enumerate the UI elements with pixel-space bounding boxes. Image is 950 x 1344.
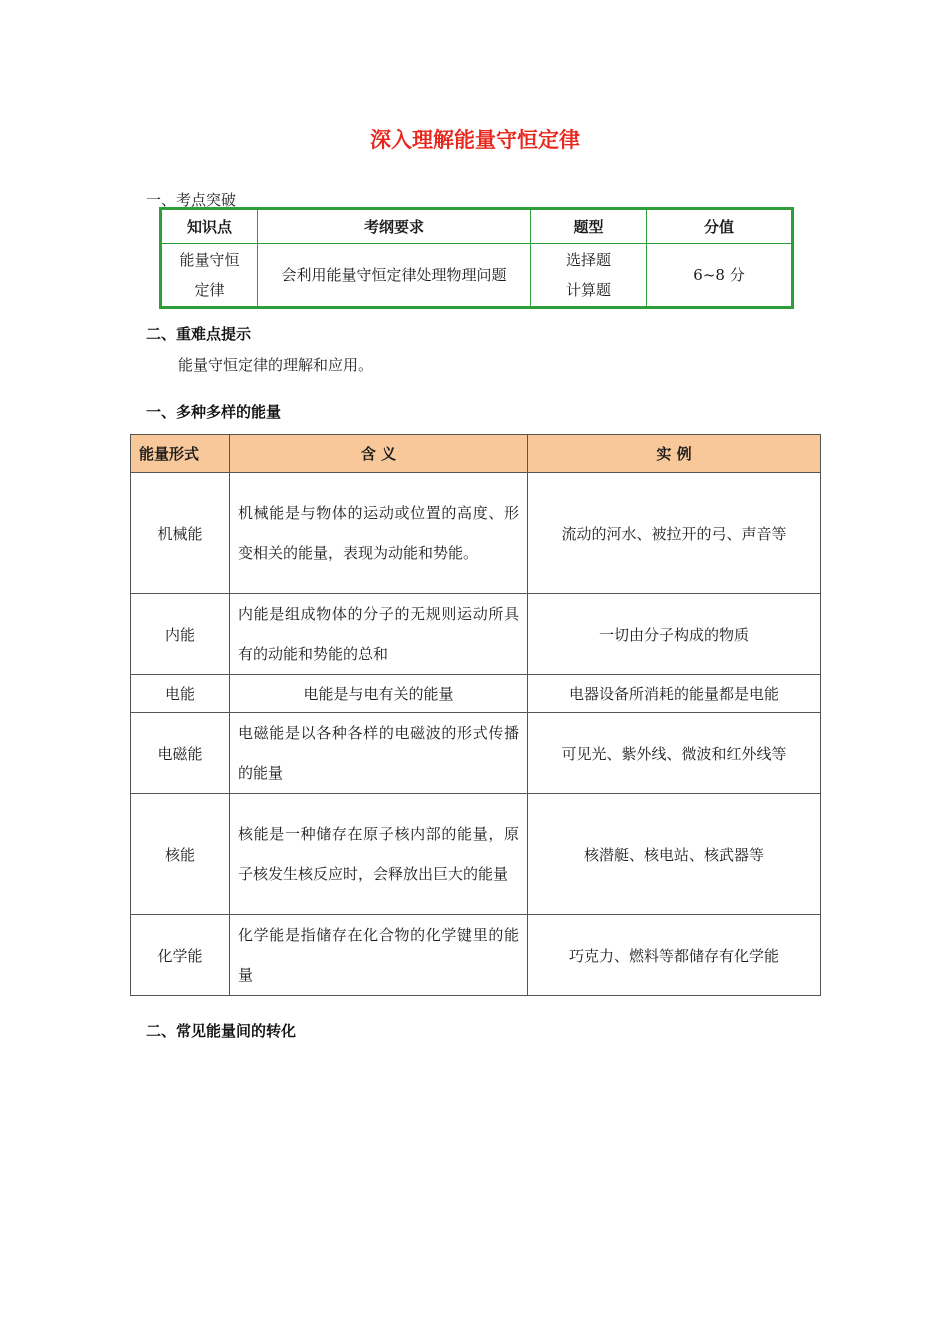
table-row bbox=[131, 594, 821, 675]
energy-example-cell: 核潜艇、核电站、核武器等 bbox=[528, 794, 821, 915]
table-row bbox=[131, 713, 821, 794]
exam-header-type: 题型 bbox=[531, 209, 647, 244]
key-points-text: 能量守恒定律的理解和应用。 bbox=[178, 356, 374, 374]
energy-meaning-cell: 电磁能是以各种各样的电磁波的形式传播的能量 bbox=[230, 713, 528, 794]
energy-form-cell: 内能 bbox=[131, 594, 230, 675]
exam-cell-type bbox=[531, 244, 647, 308]
exam-header-requirement: 考纲要求 bbox=[258, 209, 531, 244]
exam-cell-score: 6~8 分 bbox=[647, 244, 793, 308]
table-row bbox=[131, 473, 821, 594]
energy-header-example: 实 例 bbox=[528, 435, 821, 473]
energy-meaning-cell: 内能是组成物体的分子的无规则运动所具有的动能和势能的总和 bbox=[230, 594, 528, 675]
energy-header-form: 能量形式 bbox=[131, 435, 230, 473]
energy-example-cell: 一切由分子构成的物质 bbox=[528, 594, 821, 675]
page-title: 深入理解能量守恒定律 bbox=[370, 128, 580, 152]
energy-meaning-cell: 电能是与电有关的能量 bbox=[230, 675, 528, 713]
section-heading-energy-conversion: 二、常见能量间的转化 bbox=[146, 1022, 297, 1040]
energy-meaning-cell: 化学能是指储存在化合物的化学键里的能量 bbox=[230, 915, 528, 996]
energy-forms-table bbox=[130, 434, 821, 996]
exam-header-score: 分值 bbox=[647, 209, 793, 244]
table-row bbox=[131, 794, 821, 915]
energy-example-cell: 巧克力、燃料等都储存有化学能 bbox=[528, 915, 821, 996]
exam-type-line2: 计算题 bbox=[565, 281, 611, 299]
energy-form-cell: 化学能 bbox=[131, 915, 230, 996]
table-row bbox=[131, 915, 821, 996]
exam-header-topic: 知识点 bbox=[161, 209, 258, 244]
energy-form-cell: 机械能 bbox=[131, 473, 230, 594]
energy-example-cell: 可见光、紫外线、微波和红外线等 bbox=[528, 713, 821, 794]
energy-header-meaning: 含 义 bbox=[230, 435, 528, 473]
table-row bbox=[131, 675, 821, 713]
exam-topic-line2: 定律 bbox=[194, 281, 225, 299]
exam-points-table bbox=[159, 207, 794, 309]
exam-cell-requirement: 会利用能量守恒定律处理物理问题 bbox=[258, 244, 531, 308]
energy-meaning-cell: 核能是一种储存在原子核内部的能量，原子核发生核反应时，会释放出巨大的能量 bbox=[230, 794, 528, 915]
exam-cell-topic bbox=[161, 244, 258, 308]
section-heading-energy-forms: 一、多种多样的能量 bbox=[146, 403, 282, 421]
energy-form-cell: 电能 bbox=[131, 675, 230, 713]
energy-form-cell: 核能 bbox=[131, 794, 230, 915]
section-heading-key-points: 二、重难点提示 bbox=[146, 325, 252, 343]
energy-meaning-cell: 机械能是与物体的运动或位置的高度、形变相关的能量，表现为动能和势能。 bbox=[230, 473, 528, 594]
section-heading-exam-points: 一、考点突破 bbox=[146, 191, 237, 209]
energy-form-cell: 电磁能 bbox=[131, 713, 230, 794]
energy-example-cell: 流动的河水、被拉开的弓、声音等 bbox=[528, 473, 821, 594]
exam-topic-line1: 能量守恒 bbox=[179, 251, 240, 269]
energy-example-cell: 电器设备所消耗的能量都是电能 bbox=[528, 675, 821, 713]
exam-type-line1: 选择题 bbox=[565, 251, 611, 269]
